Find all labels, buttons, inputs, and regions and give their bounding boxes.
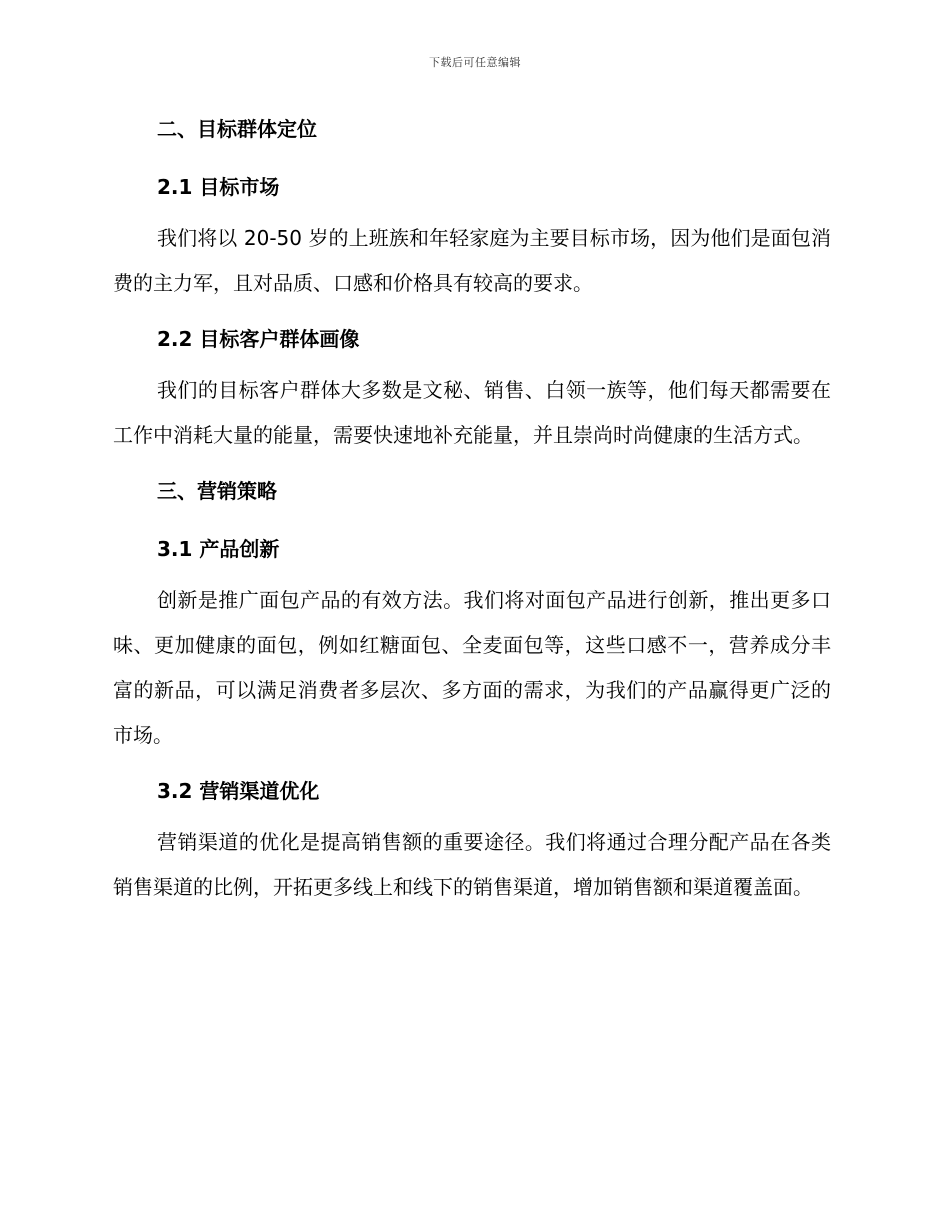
- section-heading-marketing-strategy: 三、营销策略: [157, 479, 277, 503]
- subsection-heading-product-innovation: 3.1 产品创新: [157, 537, 280, 561]
- subsection-heading-target-market: 2.1 目标市场: [157, 175, 280, 199]
- section-heading-target-group: 二、目标群体定位: [157, 117, 317, 141]
- paragraph-customer-profile: 我们的目标客户群体大多数是文秘、销售、白领一族等，他们每天都需要在工作中消耗大量的能量，需要快速地补充能量，并且崇尚时尚健康的生活方式。: [113, 378, 831, 447]
- subsection-heading-channel-optimization: 3.2 营销渠道优化: [157, 779, 320, 803]
- subsection-heading-customer-profile: 2.2 目标客户群体画像: [157, 327, 360, 351]
- header-note: 下载后可任意编辑: [429, 56, 521, 69]
- document-body: [113, 112, 831, 910]
- paragraph-product-innovation: 创新是推广面包产品的有效方法。我们将对面包产品进行创新，推出更多口味、更加健康的面包，例如红糖面包、全麦面包等，这些口感不一，营养成分丰富的新品，可以满足消费者多层次、多方面的需求，为我们的产品赢得更广泛的市场。: [113, 588, 831, 747]
- paragraph-target-market: 我们将以 20-50 岁的上班族和年轻家庭为主要目标市场，因为他们是面包消费的主力军，且对品质、口感和价格具有较高的要求。: [113, 226, 831, 295]
- paragraph-channel-optimization: 营销渠道的优化是提高销售额的重要途径。我们将通过合理分配产品在各类销售渠道的比例，开拓更多线上和线下的销售渠道，增加销售额和渠道覆盖面。: [113, 830, 831, 899]
